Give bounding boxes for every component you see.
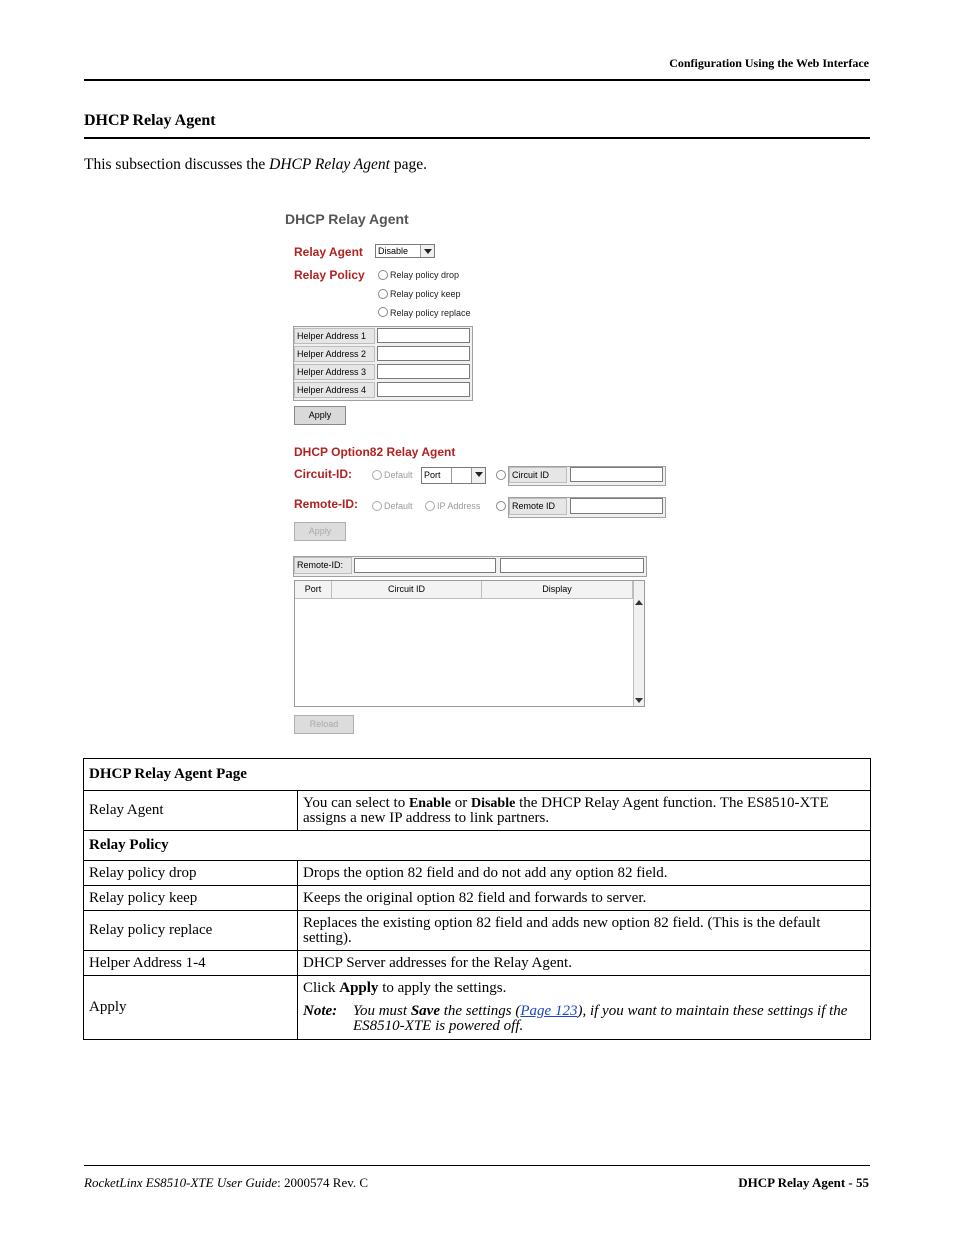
remote-id-display-label: Remote-ID: — [294, 557, 352, 574]
row-label: Apply — [84, 976, 298, 1040]
row-desc: Keeps the original option 82 field and forwards to server. — [298, 886, 871, 911]
apply-button[interactable]: Apply — [294, 406, 346, 425]
circuit-default-label: Default — [384, 470, 413, 480]
remote-default-radio[interactable] — [372, 501, 382, 511]
remote-ip-radio[interactable] — [425, 501, 435, 511]
table-heading-row — [84, 759, 871, 791]
circuit-id-radio[interactable] — [496, 470, 506, 480]
helper-address-4-label: Helper Address 4 — [294, 382, 375, 398]
row-desc: DHCP Server addresses for the Relay Agent. — [298, 951, 871, 976]
remote-ip-label: IP Address — [437, 501, 481, 511]
circuit-port-select[interactable] — [421, 467, 486, 484]
helper-address-1-label: Helper Address 1 — [294, 328, 375, 344]
remote-id-display-input-1[interactable] — [354, 558, 496, 573]
helper-address-3-input[interactable] — [377, 364, 470, 379]
circuit-default-radio[interactable] — [372, 470, 382, 480]
circuit-id-input[interactable] — [570, 467, 663, 482]
helper-address-2-label: Helper Address 2 — [294, 346, 375, 362]
ui-page-title: DHCP Relay Agent — [285, 211, 409, 227]
table-row — [84, 976, 871, 1040]
chevron-down-icon — [471, 468, 485, 483]
chevron-down-icon — [420, 245, 434, 257]
footer-page-number: DHCP Relay Agent - 55 — [738, 1175, 869, 1190]
table-row — [84, 911, 871, 951]
row-label: Helper Address 1-4 — [84, 951, 298, 976]
reload-button[interactable]: Reload — [294, 715, 354, 734]
footer-rule — [84, 1165, 870, 1166]
note-text: You must Save the settings (Page 123), if you want to maintain these settings if the ES8510-XTE is powered off. — [353, 1003, 848, 1034]
scroll-down-icon[interactable] — [635, 698, 643, 703]
relay-agent-label: Relay Agent — [294, 245, 363, 259]
footer-left: RocketLinx ES8510-XTE User Guide: 2000574 Rev. C — [84, 1175, 369, 1190]
helper-address-4-input[interactable] — [377, 382, 470, 397]
policy-replace-label: Relay policy replace — [390, 308, 471, 318]
row-label: Relay Agent — [84, 791, 298, 831]
col-circuit-id[interactable]: Circuit ID — [332, 581, 482, 599]
row-desc: You can select to Enable or Disable the DHCP Relay Agent function. The ES8510-XTE assigns a new IP address to link partners. — [298, 791, 871, 831]
intro-paragraph: This subsection discusses the DHCP Relay Agent page. — [84, 156, 427, 173]
relay-policy-label: Relay Policy — [294, 268, 365, 282]
policy-keep-label: Relay policy keep — [390, 289, 461, 299]
helper-address-1-input[interactable] — [377, 328, 470, 343]
helper-address-2-input[interactable] — [377, 346, 470, 361]
section-title: DHCP Relay Agent — [84, 112, 216, 129]
remote-id-field-label: Remote ID — [509, 498, 567, 515]
circuit-id-field-label: Circuit ID — [509, 467, 567, 483]
header-rule — [84, 79, 870, 81]
scroll-up-icon[interactable] — [635, 600, 643, 605]
relay-agent-select-value: Disable — [378, 246, 409, 256]
remote-default-label: Default — [384, 501, 413, 511]
page-link[interactable]: Page 123 — [520, 1003, 578, 1019]
remote-id-input[interactable] — [570, 498, 663, 514]
table-row — [84, 951, 871, 976]
circuit-table — [294, 580, 645, 707]
relay-policy-heading-row — [84, 831, 871, 861]
remote-id-label: Remote-ID: — [294, 497, 359, 511]
note-block — [303, 1004, 865, 1034]
table-heading: DHCP Relay Agent Page — [84, 759, 871, 791]
note-label: Note: — [303, 1003, 338, 1019]
circuit-port-value: Port — [424, 470, 441, 480]
row-desc — [298, 976, 871, 1040]
policy-keep-radio[interactable] — [378, 289, 388, 299]
policy-drop-radio[interactable] — [378, 270, 388, 280]
running-header: Configuration Using the Web Interface — [669, 56, 869, 70]
apply-desc-line: Click Apply to apply the settings. — [303, 980, 507, 996]
policy-drop-label: Relay policy drop — [390, 270, 460, 280]
policy-replace-radio[interactable] — [378, 307, 388, 317]
remote-id-radio[interactable] — [496, 501, 506, 511]
row-label: Relay policy keep — [84, 886, 298, 911]
description-table — [83, 758, 871, 1040]
row-desc: Drops the option 82 field and do not add any option 82 field. — [298, 861, 871, 886]
relay-agent-select[interactable] — [375, 244, 435, 258]
table-row — [84, 861, 871, 886]
row-desc: Replaces the existing option 82 field and adds new option 82 field. (This is the default setting). — [298, 911, 871, 951]
table-row — [84, 791, 871, 831]
select-divider — [451, 468, 452, 483]
col-display[interactable]: Display — [482, 581, 633, 599]
remote-id-display-input-2[interactable] — [500, 558, 644, 573]
helper-address-3-label: Helper Address 3 — [294, 364, 375, 380]
circuit-id-label: Circuit-ID: — [294, 467, 352, 481]
option82-title: DHCP Option82 Relay Agent — [294, 445, 456, 459]
table-row — [84, 886, 871, 911]
relay-policy-heading: Relay Policy — [84, 831, 871, 861]
row-label: Relay policy replace — [84, 911, 298, 951]
apply-option82-button[interactable]: Apply — [294, 522, 346, 541]
row-label: Relay policy drop — [84, 861, 298, 886]
section-rule — [84, 137, 870, 139]
col-port[interactable]: Port — [295, 581, 332, 599]
